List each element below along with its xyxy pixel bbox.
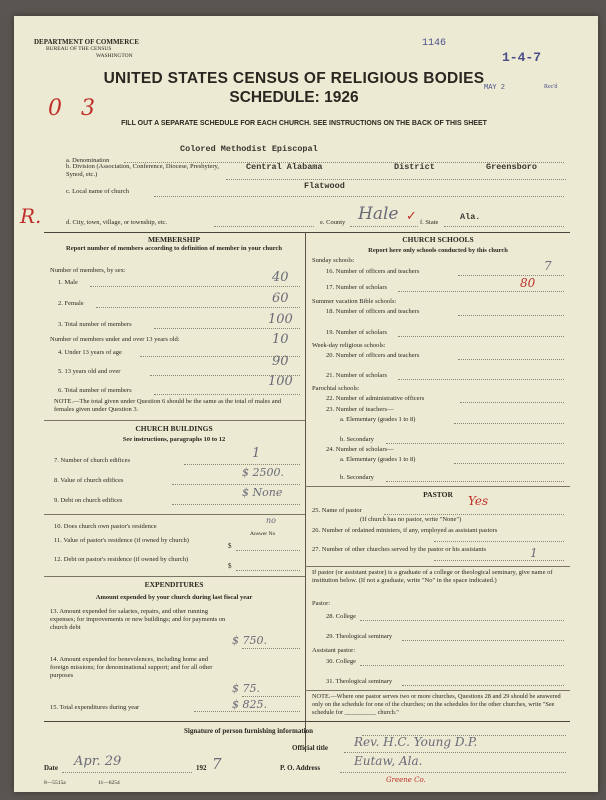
q24b-line [386,481,564,482]
date-line [62,772,192,773]
q26-label: 26. Number of ordained ministers, if any, employed as assistant pastors [312,527,498,534]
q16-value: 7 [544,259,552,273]
official-title-value: Rev. H.C. Young D.P. [354,735,478,749]
county-value: Hale [358,204,399,224]
q3-line [154,328,300,329]
local-name-value: Flatwood [304,181,345,191]
expenditures-title: EXPENDITURES [144,580,204,589]
q25-label: 25. Name of pastor [312,507,362,514]
q19-line [398,336,564,337]
q16-label: 16. Number of officers and teachers [326,268,420,275]
q31-label: 31. Theological seminary [326,678,393,685]
stamp-number: 1146 [422,38,447,49]
q7-line [184,464,300,465]
table-bottom-rule [44,721,570,722]
pastor-title: PASTOR [423,490,453,499]
q22-line [460,402,564,403]
members-by-age-label: Number of members under and over 13 years old: [50,336,180,343]
q25-value: Yes [468,494,489,508]
q27-value: 1 [530,546,538,560]
q13-value: $ 750. [232,634,267,647]
q20-line [458,359,564,360]
form-title: UNITED STATES CENSUS OF RELIGIOUS BODIES [103,70,485,87]
q3-value: 100 [268,312,293,327]
division-value-3: Greensboro [486,162,538,172]
pastor-label: Pastor: [312,600,331,607]
weekday-schools-label: Week-day religious schools: [312,342,386,349]
city-town-label: d. City, town, village, or township, etc. [66,219,168,226]
q13-label: 13. Amount expended for salaries, repairs, and other running expenses; for improvements or new buildings; and for payments on church debt [50,608,226,632]
q28-label: 28. College [326,613,356,620]
q17-label: 17. Number of scholars [326,284,388,291]
county-line [350,226,418,227]
q2-label: 2. Female [58,300,84,307]
department-label: DEPARTMENT OF COMMERCE [34,38,140,46]
q3-label: 3. Total number of members [58,321,132,328]
schools-subtitle: Report here only schools conducted by this church [368,247,508,254]
official-title-label: Official title [292,744,328,752]
q24a-label: a. Elementary (grades 1 to 8) [340,456,416,463]
expenditures-top-rule [44,576,305,577]
denomination-value: Colored Methodist Episcopal [180,144,318,154]
pastor-top-rule [305,486,570,487]
q11-line [236,550,300,551]
date-label: Date [44,764,58,772]
pastor-note-rule [305,690,570,691]
po-address-label: P. O. Address [280,764,321,772]
answer-hint: Answer No [250,531,276,537]
membership-subtitle: Report number of members according to definition of member in your church [66,245,282,252]
q23a-line [454,423,564,424]
q21-line [398,379,564,380]
po-address-value: Eutaw, Ala. [354,754,423,768]
summer-schools-label: Summer vacation Bible schools: [312,298,397,305]
q12-line [236,570,300,571]
q11-label: 11. Value of pastor's residence (if owned by church) [54,537,189,544]
q1-label: 1. Male [58,279,78,286]
q14-label: 14. Amount expended for benevolences, including home and foreign missions; for denominational support; and for all other purposes [50,656,213,680]
year-value: 7 [212,755,222,773]
members-by-sex-label: Number of members, by sex: [50,267,126,274]
q23-label: 23. Number of teachers— [326,406,394,413]
q30-line [360,665,564,666]
q28-line [360,620,564,621]
q7-value: 1 [252,446,261,461]
signature-label: Signature of person furnishing information [184,727,313,735]
q25-hint: (If church has no pastor, write "None") [360,516,462,523]
q24a-line [454,463,564,464]
po-address-subnote: Greene Co. [386,776,426,784]
q14-line [242,696,300,697]
denomination-label: a. Denomination [66,157,110,164]
date-value: Apr. 29 [74,754,122,769]
q30-label: 30. College [326,658,356,665]
q2-value: 60 [272,291,289,306]
q6-line [154,394,300,395]
schedule-title: SCHEDULE: 1926 [229,89,359,106]
schools-title: CHURCH SCHOOLS [402,235,474,244]
buildings-subtitle: See instructions, paragraphs 10 to 12 [122,436,226,443]
official-title-line [344,752,566,753]
q31-line [402,685,564,686]
q8-line [172,484,300,485]
q22-label: 22. Number of administrative officers [326,395,425,402]
q2-line [96,307,300,308]
state-line [444,226,564,227]
q15-label: 15. Total expenditures during year [50,704,140,711]
parochial-schools-label: Parochial schools: [312,385,360,392]
q17-line [398,291,564,292]
expenditures-subtitle: Amount expended by your church during last fiscal year [95,594,253,601]
q15-value: $ 825. [232,698,267,711]
buildings-title: CHURCH BUILDINGS [135,424,213,433]
q7-label: 7. Number of church edifices [54,457,130,464]
q12-label: 12. Debt on pastor's residence (if owned by church) [54,556,189,563]
buildings-top-rule [44,420,305,421]
q27-line [434,560,564,561]
q27-label: 27. Number of other churches served by the pastor or his assistants [312,546,487,553]
q25-line [384,514,564,515]
q11-value: $ [228,542,232,550]
stamp-code: 1-4-7 [502,50,542,65]
po-address-line [340,772,566,773]
state-value: Ala. [460,212,481,222]
graduate-note: If pastor (or assistant pastor) is a graduate of a college or theological seminary, give name of institution below. (If not a graduate, write "No" in the space indicated.) [312,569,553,584]
stamp-date: MAY 2 [484,84,506,92]
q24-label: 24. Number of scholars— [326,446,394,453]
division-value-1: Central Alabama [246,162,323,172]
county-checkmark: ✓ [406,208,417,223]
q1-value: 40 [272,270,289,285]
q21-label: 21. Number of scholars [326,372,388,379]
q15-line [194,711,300,712]
county-label: e. County [320,219,346,226]
q18-line [458,315,564,316]
year-prefix: 192 [196,764,207,772]
q17-value: 80 [520,276,536,290]
q13-line [242,648,300,649]
q16-line [458,275,564,276]
q4-value: 10 [272,332,289,347]
stamp-recd: Rec'd [544,84,558,90]
fill-instruction: FILL OUT A SEPARATE SCHEDULE FOR EACH CHURCH. SEE INSTRUCTIONS ON THE BACK OF THIS SHEET [121,120,487,127]
q18-label: 18. Number of officers and teachers [326,308,420,315]
pastor-mid-rule [305,566,570,567]
q24b-label: b. Secondary [340,474,374,481]
bureau-label: BUREAU OF THE CENSUS [46,46,112,52]
q8-label: 8. Value of church edifices [54,477,124,484]
assistant-pastor-label: Assistant pastor: [312,647,356,654]
q8-value: $ 2500. [242,466,284,479]
q23b-label: b. Secondary [340,436,374,443]
q9-line [172,504,300,505]
division-value-2: District [394,162,435,172]
form-code-2: 11—6254 [98,780,120,786]
q1-line [90,286,300,287]
local-name-label: c. Local name of church [66,188,129,195]
table-top-rule [44,232,570,233]
q29-line [402,640,564,641]
division-label: b. Division (Association, Conference, Diocese, Presbytery, Synod, etc.) [66,163,220,178]
local-name-line [154,196,564,197]
q23a-label: a. Elementary (grades 1 to 8) [340,416,416,423]
buildings-mid-rule [44,514,305,515]
city-town-line [214,226,314,227]
sunday-schools-label: Sunday schools: [312,257,355,264]
red-annotation-r: R. [20,204,42,228]
red-annotation-03: 0 3 [48,96,101,121]
q26-line [434,541,564,542]
q14-value: $ 75. [232,682,260,695]
q9-value: $ None [242,486,283,499]
form-code: 8—5515a [44,780,66,786]
q6-label: 6. Total number of members [58,387,132,394]
q10-label: 10. Does church own pastor's residence [54,523,157,530]
membership-note: NOTE.—The total given under Question 6 should be the same as the total of males and females given under Question 3. [54,398,282,413]
state-label: f. State [420,219,439,226]
city-label: WASHINGTON [96,53,133,59]
q10-value: no [266,516,276,525]
q5-label: 5. 13 years old and over [58,368,121,375]
q9-label: 9. Debt on church edifices [54,497,123,504]
membership-title: MEMBERSHIP [147,235,201,244]
census-schedule-sheet [14,16,598,792]
q23b-line [386,443,564,444]
q29-label: 29. Theological seminary [326,633,393,640]
q5-value: 90 [272,354,289,369]
q6-value: 100 [268,374,293,389]
multi-church-note: NOTE.—Where one pastor serves two or more churches, Questions 28 and 29 should be answered only on the schedule for one of the churches; on the schedules for the other churches, write "See schedule for __________ church." [312,693,561,716]
division-line [226,179,566,180]
q20-label: 20. Number of officers and teachers [326,352,420,359]
q4-label: 4. Under 13 years of age [58,349,122,356]
q19-label: 19. Number of scholars [326,329,388,336]
q12-value: $ [228,562,232,570]
